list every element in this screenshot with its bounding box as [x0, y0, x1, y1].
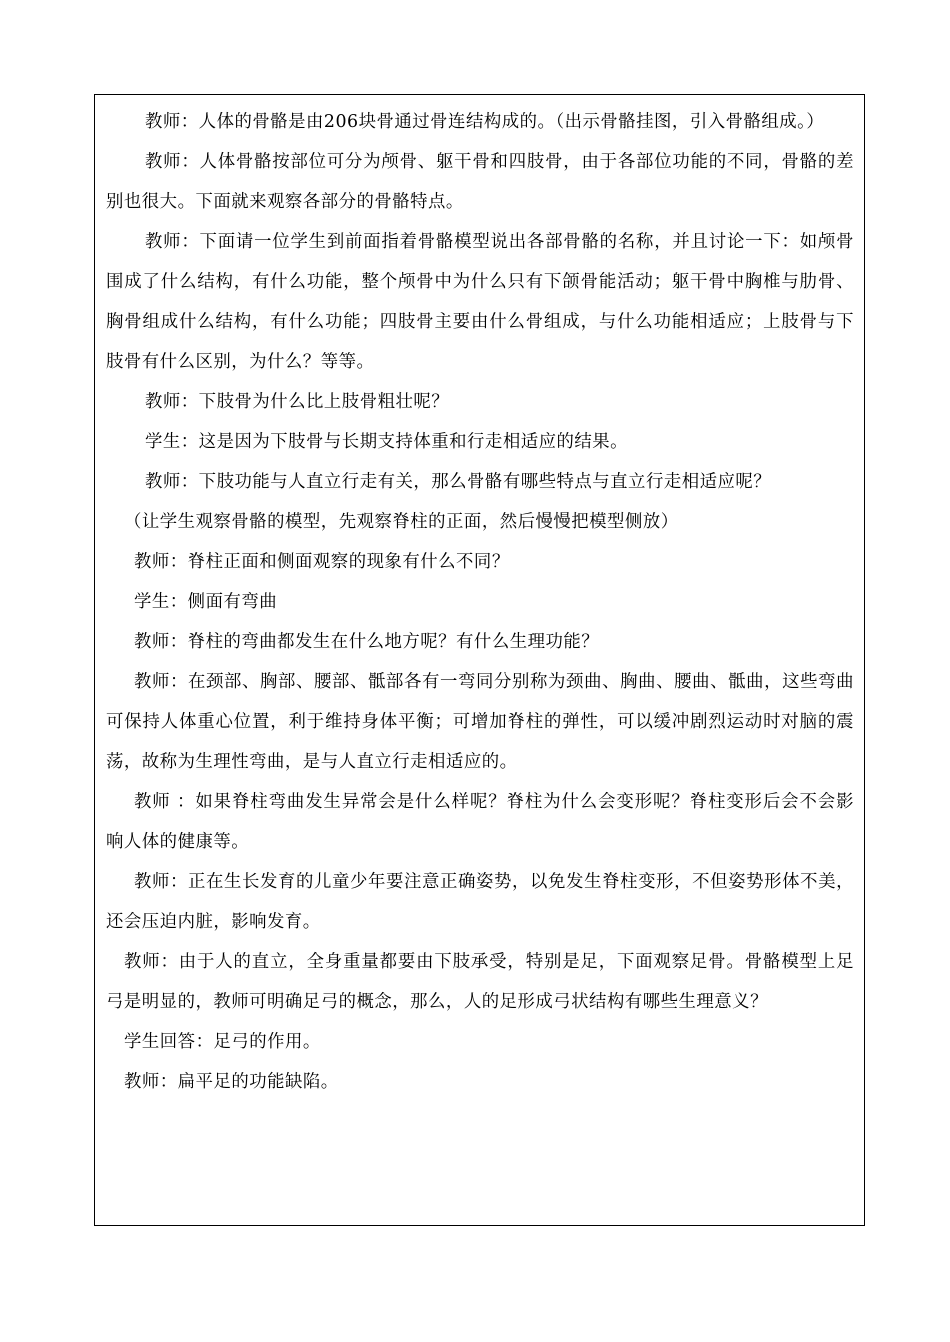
paragraph-lower-limb-question: 教师：下肢骨为什么比上肢骨粗壮呢？ — [145, 392, 450, 412]
paragraph-upright-walking: 教师：下肢功能与人直立行走有关，那么骨骼有哪些特点与直立行走相适应呢？ — [145, 472, 772, 492]
paragraph-abnormal-curve: 教师 ：如果脊柱弯曲发生异常会是什么样呢？脊柱为什么会变形呢？脊柱变形后会不会影响人体的健康等。 — [106, 792, 854, 852]
paragraph-student-curve: 学生：侧面有弯曲 — [134, 592, 278, 612]
paragraph-flat-foot: 教师：扁平足的功能缺陷。 — [124, 1072, 339, 1092]
paragraph-model-discussion: 教师：下面请一位学生到前面指着骨骼模型说出各部骨骼的名称，并且讨论一下：如颅骨围成了什么结构，有什么功能，整个颅骨中为什么只有下颌骨能活动；躯干骨中胸椎与肋骨、胸骨组成什么结构，有什么功能；四肢骨主要由什么骨组成，与什么功能相适应；上肢骨与下肢骨有什么区别，为什么？等等。 — [106, 232, 854, 372]
paragraph-skeleton-parts: 教师：人体骨骼按部位可分为颅骨、躯干骨和四肢骨，由于各部位功能的不同，骨骼的差别也很大。下面就来观察各部分的骨骼特点。 — [106, 152, 854, 212]
lesson-text — [106, 102, 854, 1102]
paragraph-student-arch: 学生回答：足弓的作用。 — [124, 1032, 321, 1052]
paragraph-skeleton-intro: 教师：人体的骨骼是由206块骨通过骨连结构成的。（出示骨骼挂图，引入骨骼组成。） — [145, 112, 825, 132]
paragraph-curve-explanation: 教师：在颈部、胸部、腰部、骶部各有一弯同分别称为颈曲、胸曲、腰曲、骶曲，这些弯曲可保持人体重心位置，利于维持身体平衡；可增加脊柱的弹性，可以缓冲剧烈运动时对脑的震荡，故称为生理性弯曲，是与人直立行走相适应的。 — [106, 672, 854, 772]
paragraph-student-answer-limb: 学生：这是因为下肢骨与长期支持体重和行走相适应的结果。 — [145, 432, 629, 452]
document-table-cell — [94, 94, 865, 1226]
paragraph-foot-arch: 教师：由于人的直立，全身重量都要由下肢承受，特别是足，下面观察足骨。骨骼模型上足弓是明显的，教师可明确足弓的概念，那么，人的足形成弓状结构有哪些生理意义？ — [106, 952, 854, 1012]
paragraph-spine-difference: 教师：脊柱正面和侧面观察的现象有什么不同？ — [134, 552, 510, 572]
paragraph-curve-location: 教师：脊柱的弯曲都发生在什么地方呢？有什么生理功能？ — [134, 632, 600, 652]
paragraph-posture: 教师：正在生长发育的儿童少年要注意正确姿势，以免发生脊柱变形，不但姿势形体不美，还会压迫内脏，影响发育。 — [106, 872, 854, 932]
paragraph-observe-spine: （让学生观察骨骼的模型，先观察脊柱的正面，然后慢慢把模型侧放） — [124, 512, 679, 532]
